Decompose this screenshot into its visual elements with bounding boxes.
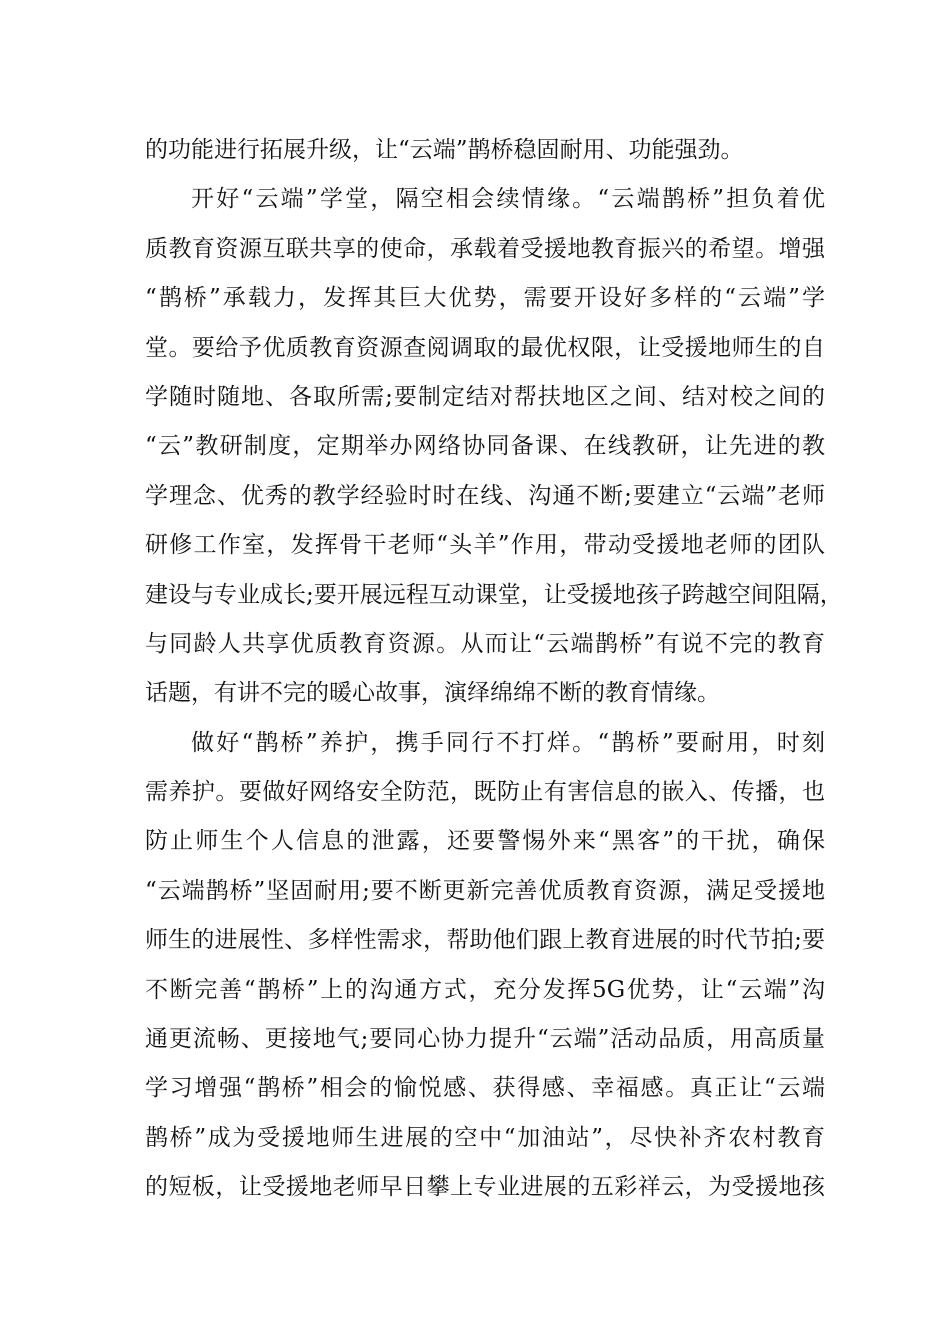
text-line: 师生的进展性、多样性需求，帮助他们跟上教育进展的时代节拍;要: [145, 927, 825, 954]
text-line: 与同龄人共享优质教育资源。从而让“云端鹊桥”有说不完的教育: [145, 630, 825, 657]
text-line: 堂。要给予优质教育资源查阅调取的最优权限，让受援地师生的自: [145, 334, 825, 361]
text-line: 学随时随地、各取所需;要制定结对帮扶地区之间、结对校之间的: [145, 383, 825, 410]
text-line: 质教育资源互联共享的使命，承载着受援地教育振兴的希望。增强: [145, 235, 825, 262]
text-line: “鹊桥”承载力，发挥其巨大优势，需要开设好多样的“云端”学: [145, 285, 825, 312]
text-line: 通更流畅、更接地气;要同心协力提升“云端”活动品质，用高质量: [145, 1026, 825, 1053]
text-line: 学习增强“鹊桥”相会的愉悦感、获得感、幸福感。真正让“云端: [145, 1075, 825, 1102]
text-line: 学理念、优秀的教学经验时时在线、沟通不断;要建立“云端”老师: [145, 482, 825, 509]
text-line: 的功能进行拓展升级，让“云端”鹊桥稳固耐用、功能强劲。: [145, 137, 744, 163]
text-line: 开好“云端”学堂，隔空相会续情缘。“云端鹊桥”担负着优: [191, 186, 825, 213]
text-line: 鹊桥”成为受援地师生进展的空中“加油站”，尽快补齐农村教育: [145, 1124, 825, 1151]
text-line: 防止师生个人信息的泄露，还要警惕外来“黑客”的干扰，确保: [145, 828, 825, 855]
text-line: 需养护。要做好网络安全防范，既防止有害信息的嵌入、传播，也: [145, 779, 825, 806]
text-line: 做好“鹊桥”养护，携手同行不打烊。“鹊桥”要耐用，时刻: [191, 729, 825, 756]
text-line: 建设与专业成长;要开展远程互动课堂，让受援地孩子跨越空间阻隔，: [145, 581, 843, 608]
text-line: 不断完善“鹊桥”上的沟通方式，充分发挥5G优势，让“云端”沟: [145, 976, 825, 1003]
text-line: 话题，有讲不完的暖心故事，演绎绵绵不断的教育情缘。: [145, 680, 720, 707]
text-line: “云端鹊桥”坚固耐用;要不断更新完善优质教育资源，满足受援地: [145, 877, 825, 904]
text-line: “云”教研制度，定期举办网络协同备课、在线教研，让先进的教: [145, 433, 825, 460]
text-line: 的短板，让受援地老师早日攀上专业进展的五彩祥云，为受援地孩: [145, 1174, 825, 1201]
body-text: [145, 126, 843, 1213]
text-line: 研修工作室，发挥骨干老师“头羊”作用，带动受援地老师的团队: [145, 532, 825, 559]
